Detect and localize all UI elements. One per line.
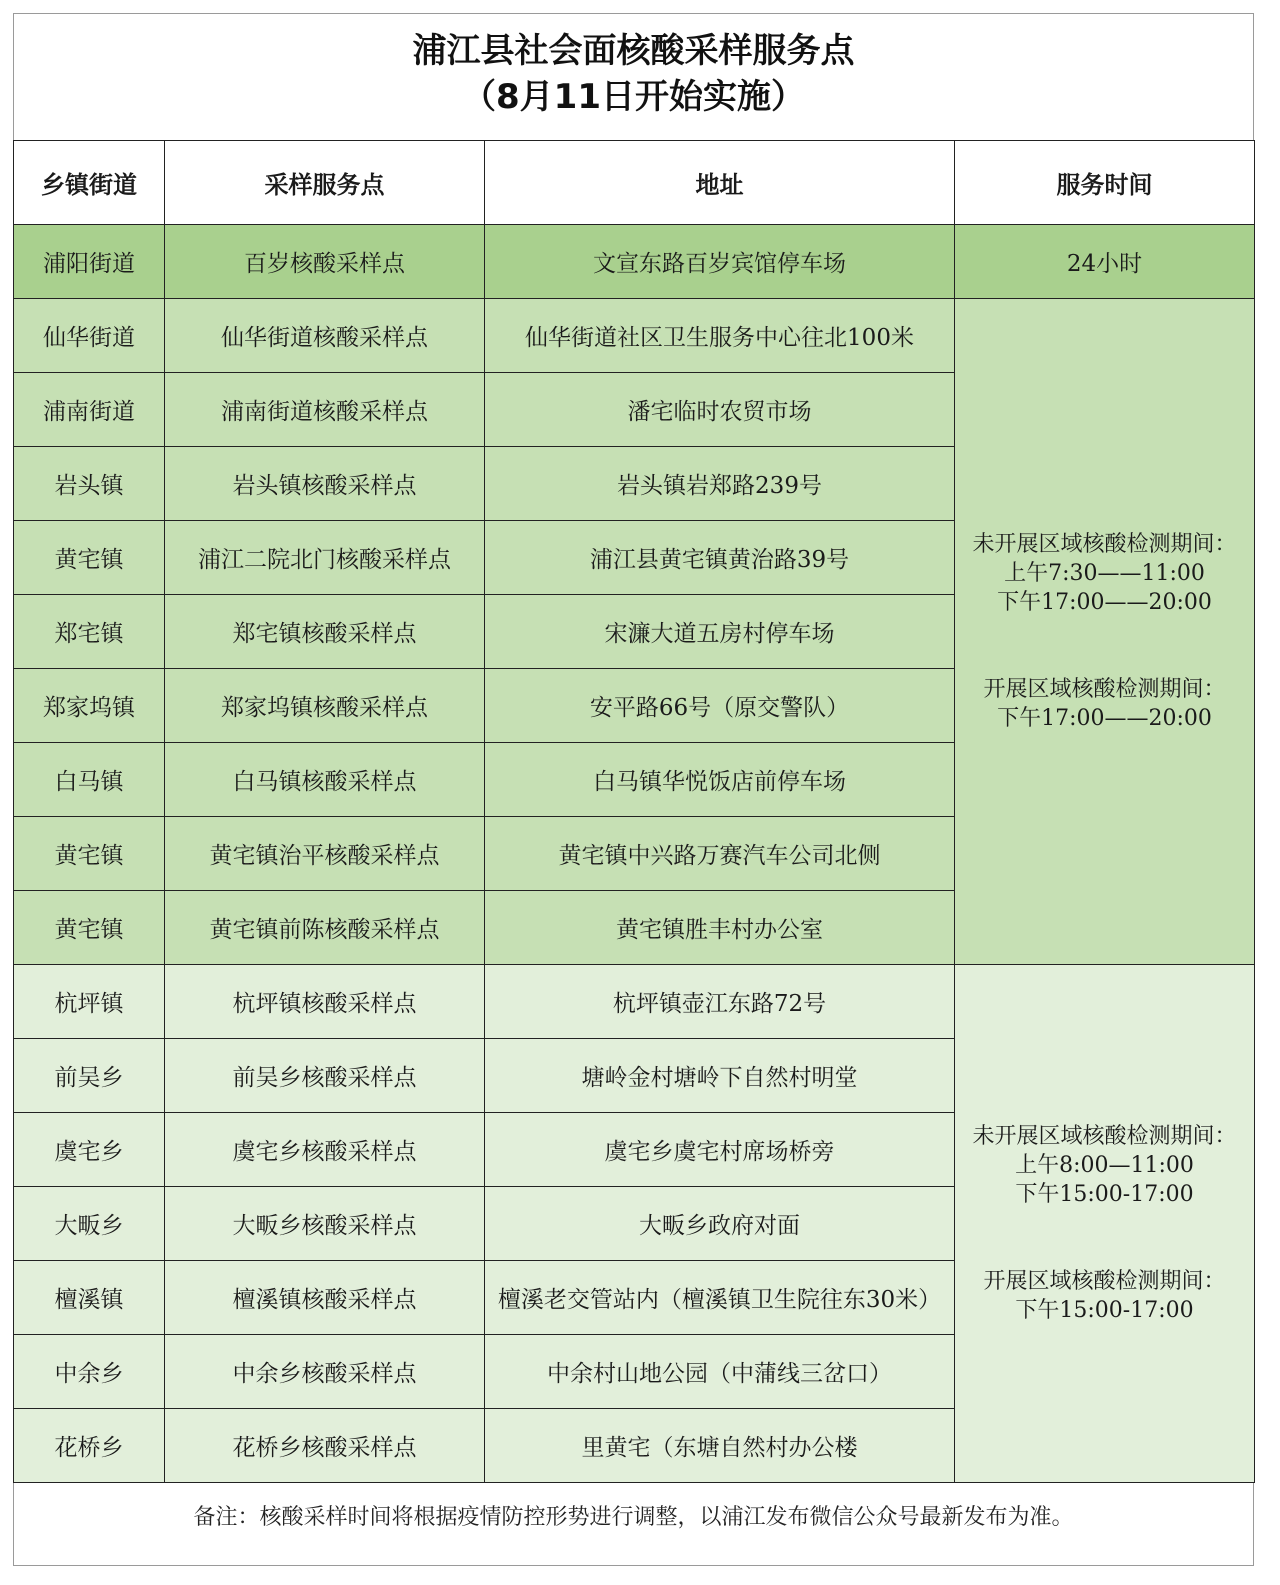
site-cell: 黄宅镇前陈核酸采样点	[165, 891, 485, 965]
time-line: 下午15:00-17:00	[1015, 1182, 1194, 1207]
address-cell: 仙华街道社区卫生服务中心往北100米	[485, 299, 955, 373]
site-cell: 郑宅镇核酸采样点	[165, 595, 485, 669]
header-address: 地址	[485, 141, 955, 225]
site-cell: 浦江二院北门核酸采样点	[165, 521, 485, 595]
page-title	[13, 28, 1254, 120]
table-row	[14, 299, 1255, 373]
time-line: 下午15:00-17:00	[1015, 1298, 1194, 1323]
header-town: 乡镇街道	[14, 141, 165, 225]
address-cell: 浦江县黄宅镇黄治路39号	[485, 521, 955, 595]
town-cell: 浦南街道	[14, 373, 165, 447]
footnote: 备注：核酸采样时间将根据疫情防控形势进行调整，以浦江发布微信公众号最新发布为准。	[193, 1505, 1074, 1530]
site-cell: 白马镇核酸采样点	[165, 743, 485, 817]
title-line-1: 浦江县社会面核酸采样服务点	[412, 31, 855, 71]
header-site: 采样服务点	[165, 141, 485, 225]
address-cell: 白马镇华悦饭店前停车场	[485, 743, 955, 817]
header-service-time: 服务时间	[955, 141, 1255, 225]
address-cell: 檀溪老交管站内（檀溪镇卫生院往东30米）	[485, 1261, 955, 1335]
table-row	[14, 965, 1255, 1039]
site-cell: 百岁核酸采样点	[165, 225, 485, 299]
site-cell: 大畈乡核酸采样点	[165, 1187, 485, 1261]
town-cell: 大畈乡	[14, 1187, 165, 1261]
address-cell: 中余村山地公园（中蒲线三岔口）	[485, 1335, 955, 1409]
town-cell: 虞宅乡	[14, 1113, 165, 1187]
site-cell: 檀溪镇核酸采样点	[165, 1261, 485, 1335]
town-cell: 郑宅镇	[14, 595, 165, 669]
site-cell: 仙华街道核酸采样点	[165, 299, 485, 373]
town-cell: 郑家坞镇	[14, 669, 165, 743]
service-time-cell-group-2	[955, 299, 1255, 965]
town-cell: 岩头镇	[14, 447, 165, 521]
town-cell: 杭坪镇	[14, 965, 165, 1039]
time-line: 下午17:00——20:00	[997, 706, 1212, 731]
address-cell: 文宣东路百岁宾馆停车场	[485, 225, 955, 299]
time-line: 开展区域核酸检测期间：	[983, 677, 1226, 702]
town-cell: 黄宅镇	[14, 817, 165, 891]
town-cell: 黄宅镇	[14, 891, 165, 965]
address-cell: 潘宅临时农贸市场	[485, 373, 955, 447]
time-line: 上午7:30——11:00	[1004, 561, 1205, 586]
table-header-row	[14, 141, 1255, 225]
town-cell: 花桥乡	[14, 1409, 165, 1483]
town-cell: 浦阳街道	[14, 225, 165, 299]
site-cell: 花桥乡核酸采样点	[165, 1409, 485, 1483]
title-line-2: （8月11日开始实施）	[462, 77, 805, 117]
site-cell: 浦南街道核酸采样点	[165, 373, 485, 447]
address-cell: 黄宅镇胜丰村办公室	[485, 891, 955, 965]
time-line: 未开展区域核酸检测期间：	[972, 1124, 1237, 1149]
site-cell: 郑家坞镇核酸采样点	[165, 669, 485, 743]
service-time-cell-group-3	[955, 965, 1255, 1483]
address-cell: 里黄宅（东塘自然村办公楼	[485, 1409, 955, 1483]
town-cell: 白马镇	[14, 743, 165, 817]
time-line: 未开展区域核酸检测期间：	[972, 532, 1237, 557]
town-cell: 前吴乡	[14, 1039, 165, 1113]
town-cell: 黄宅镇	[14, 521, 165, 595]
address-cell: 宋濂大道五房村停车场	[485, 595, 955, 669]
site-cell: 虞宅乡核酸采样点	[165, 1113, 485, 1187]
address-cell: 岩头镇岩郑路239号	[485, 447, 955, 521]
town-cell: 檀溪镇	[14, 1261, 165, 1335]
address-cell: 杭坪镇壶江东路72号	[485, 965, 955, 1039]
time-line: 上午8:00—11:00	[1015, 1153, 1194, 1178]
site-cell: 杭坪镇核酸采样点	[165, 965, 485, 1039]
site-cell: 中余乡核酸采样点	[165, 1335, 485, 1409]
service-time-cell: 24小时	[955, 225, 1255, 299]
site-cell: 岩头镇核酸采样点	[165, 447, 485, 521]
time-line: 开展区域核酸检测期间：	[983, 1269, 1226, 1294]
town-cell: 仙华街道	[14, 299, 165, 373]
table-row	[14, 225, 1255, 299]
sampling-sites-table	[13, 140, 1255, 1483]
address-cell: 黄宅镇中兴路万赛汽车公司北侧	[485, 817, 955, 891]
address-cell: 安平路66号（原交警队）	[485, 669, 955, 743]
address-cell: 虞宅乡虞宅村席场桥旁	[485, 1113, 955, 1187]
town-cell: 中余乡	[14, 1335, 165, 1409]
address-cell: 大畈乡政府对面	[485, 1187, 955, 1261]
site-cell: 前吴乡核酸采样点	[165, 1039, 485, 1113]
address-cell: 塘岭金村塘岭下自然村明堂	[485, 1039, 955, 1113]
site-cell: 黄宅镇治平核酸采样点	[165, 817, 485, 891]
time-line: 下午17:00——20:00	[997, 590, 1212, 615]
